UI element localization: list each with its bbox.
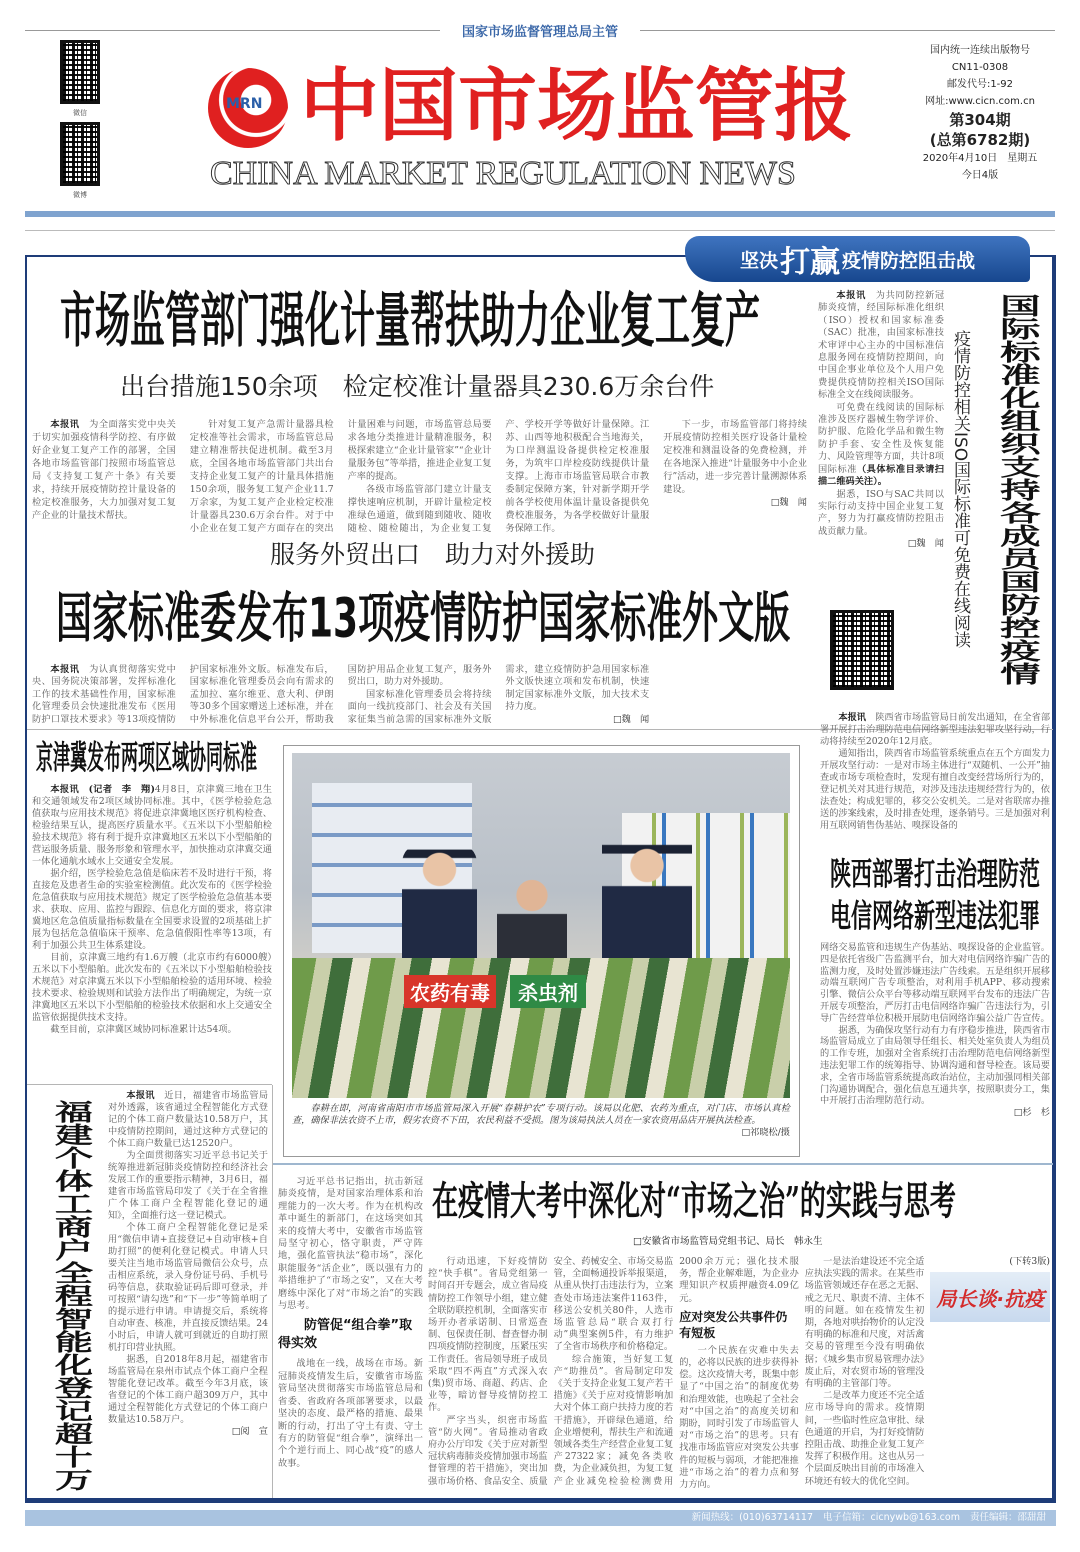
story3-byline: □魏 闻 [907,538,944,550]
contact-email: 电子信箱：cicnywb@163.com [823,1512,960,1523]
website: 网址:www.cicn.com.cn [925,96,1035,107]
cn-number: CN11-0308 [951,62,1009,73]
story3-para3: 据悉，ISO与SAC共同以实际行动支持中国企业复工复产，努力为打赢疫情防控阻击战贡献力量。 [818,488,944,537]
story7-para4: 综合施策，当好复工复产“助推员”。省局制定印发《关于支持企业复工复产若干措施》《关于应对疫情影响加大对个体工商户扶持力度的若干措施》，开辟绿色通道，给企业增便利，帮扶生产和流通领域各类生产经营企业复工复产27322家；减免各类收费，为企业减负担，为复工复产企业减免检验检测费用2000余万元；强化技术服务，帮企业解难题，为企业办理知识产权质押融资4.09亿元。 [553,1256,799,1487]
vertical-divider [272,1085,273,1498]
story2-subhead: 服务外贸出口 助力对外援助 [270,540,596,569]
masthead-gray-rule [25,230,1055,231]
story7-subhead1: 防管促“组合拳”取得实效 [278,1318,413,1352]
story1-body [32,418,807,536]
story2-para2: 国家标准化管理委员会将持续面向一线抗疫部门、社会及有关国家征集当前急需的国家标准外文版需求，建立疫情防护急用国家标准外文版快速立项和发布机制，快速制定国家标准外文版，加大技术支持力度。 [347,664,650,725]
news-photo [292,753,790,1098]
left-divider [27,1084,272,1085]
story3-lead: 本报讯 [836,290,866,301]
photo-caption-block [292,1103,790,1139]
weibo-qr-code[interactable] [60,122,100,186]
banner-big: 打赢 [780,245,840,280]
iso-standards-qr-code[interactable] [830,610,894,690]
story1-para4: 下一步，市场监管部门将持续开展疫情防控相关医疗设备计量检定校准和测温设备的免费检测，并在各地深入推进“计量服务中小企业行”活动，进一步完善计量溯源体系建设。 [663,419,807,495]
story4-para2: 据介绍，医学检验危急值是临床若不及时进行干预，将直接危及患者生命的实验室检测值。此次发布的《医学检验危急值获取与应用技术规范》规定了医学检验危急值基本要求、获取、应用、监控与跟踪、信息化方面的要求，将京津冀地区危急值质量指标数量在全国要求设置的2项基础上扩展为包括危急值临床干预率、危急值假阳性率等13项，有利于加强公共卫生体系建设。 [32,868,272,951]
postal-code: 邮发代号:1-92 [946,79,1014,90]
story4-lead: 本报讯 (记者 李 翔) [50,784,155,795]
story6-body [108,1090,268,1438]
story5-headline-line2: 电信网络新型违法犯罪 [830,896,1040,934]
story1-byline: □魏 闻 [770,497,807,508]
story4-headline: 京津冀发布两项区域协同标准 [36,740,257,779]
story5-body-bottom [820,942,1050,1119]
campaign-banner [685,236,1030,282]
story2-headline: 国家标准委发布13项疫情防护国家标准外文版 [56,588,791,650]
story3-para1: 为共同防控新冠肺炎疫情，经国际标准化组织（ISO）授权和国家标准委（SAC）批准，由国家标准技术审评中心主办的中国标准信息服务网在疫情防控期间，向中国企事业单位及个人用户免费提供疫情防控相关ISO国际标准全文在线阅读服务。 [818,290,945,401]
wechat-qr-label: 微信 [73,109,87,117]
story7-headline: 在疫情大考中深化对“市场之治”的实践与思考 [432,1180,956,1225]
story1-lead: 本报讯 [50,419,80,430]
shopkeeper [497,873,567,963]
story7-left-column [278,1176,423,1470]
story7-para3: 严字当头，织密市场监管“防火网”。省局推动省政府办公厅印发《关于应对新型冠状病毒肺炎疫情加强市场监督管理的若干措施》，突出加强市场价格、食品安全、质量安全、药械安全、市场交易监管，全面畅通投诉举报渠道，从重从快打击违法行为，立案查处市场违法案件1163件，移送公安机关80件，人选市场监管总局“联合双打行动”典型案例5件，有力维护了全省市场秩序和价格稳定。 [428,1256,674,1487]
story5-headline-line1: 陕西部署打击治理防范 [830,854,1040,892]
story7-para1: 战地在一线，战场在市场。新冠肺炎疫情发生后，安徽省市场监管局坚决贯彻落实市场监管总局和省委、省政府各项部署要求，以最坚决的态度、最严格的措施、最果断的行动，打出了守土有责、守土有方的防管促“组合拳”，演绎出一个个逆行而上、同心战“疫”的感人故事。 [278,1358,423,1469]
insecticide-sign: 杀虫剂 [510,975,586,1008]
issue-info [900,42,1060,184]
masthead-blue-bar [25,211,1055,217]
story5-para1: 陕西省市场监管局日前发出通知，在全省部署开展打击治理防范电信网络新型违法犯罪攻坚行动，行动将持续至2020年12月底。 [820,712,1051,747]
story2-para1: 为认真贯彻落实党中央、国务院决策部署，发挥标准化工作的技术基础性作用，国家标准化管理委员会快速批准发布《医用防护口罩技术要求》等13项疫情防护国家标准外文版。标准发布后，国家标准化管理委员会向有需求的孟加拉、塞尔维亚、意大利、伊朗等30多个国家赠送上述标准，并在中外标准化信息平台公开，帮助我国防护用品企业复工复产，服务外贸出口，助力对外援助。 [32,664,492,725]
story4-para1: 4月8日，京津冀三地在卫生和交通领域发布2项区域协同标准。其中，《医学检验危急值获取与应用技术规范》将促进京津冀地区医疗机构检查、检验结果互认，提高医疗质量水平。《五米以下小型船舶检验技术规范》将有利于提升京津冀地区五米以下小型船舶的营运服务质量、服务形象和管理水平，加快推动京津冀交通一体化通航水域水上交通安全发展。 [32,784,272,867]
story5-para4: 据悉，为确保攻坚行动有力有序稳步推进，陕西省市场监管局成立了由局领导任组长、相关处室负责人为组员的工作专班，加强对全省系统打击治理防范电信网络新型违法犯罪工作的统筹指导、协调沟通和督导检查。该局要求，全省市场监管系统提高政治站位，主动加强同相关部门沟通协调配合，强化信息互通共享，按照职责分工，集中开展打击治理防范行动。 [820,1024,1050,1107]
newspaper-title: 中国市场监管报 [300,60,853,152]
story7-author: □安徽省市场监管局党组书记、局长 韩永生 [633,1236,823,1247]
story1-para3: 各级市场监管部门建立计量支撑快速响应机制，开辟计量检定校准绿色通道，做到随到随收、随收随检、随检随出，为企业复工复产、学校开学等做好计量保障。江苏、山西等地积极配合当地海关，为口岸测温设备提供检定校准服务，为筑牢口岸检疫防线提供计量支撑。上海市市场监管局联合市教委制定保障方案，针对新学期开学前各学校使用体温计量设备提供免费校准服务，为各学校做好计量服务保障工作。 [347,419,650,534]
bottom-divider [272,1163,1053,1165]
story6-lead: 本报讯 [126,1090,155,1101]
story7-para6: 一是法治建设还不完全适应执法实践的需求。在某些市场监管领域还存在恶之无据、戒之无尺、职责不清、主体不明的问题。如在疫情发生初期，各地对哄抬物价的认定没有明确的标准和尺度，对活禽交易的管理至今没有明确依据；《城乡集市贸易管理办法》废止后，对农贸市场的管理没有明确的主管部门等。 [804,1256,925,1390]
officer-left [402,843,477,963]
story4-body [32,784,272,1036]
story7-para2: 行动迅速，下好疫情防控“快手棋”。省局党组第一时间召开专题会，成立省局疫情防控工作领导小组，建立健全联防联控机制，全面落实市场开办者承诺制、日常巡查制、包保责任制、督查督办制四项疫情防控制度，压紧压实工作责任。省局领导班子成员采取“四不两直”方式深入农(集)贸市场、商超、药店、企业等，暗访督导疫情防控工作。 [428,1256,548,1414]
story5-byline: □杉 杉 [1013,1107,1050,1119]
newspaper-english-title: CHINA MARKET REGULATION NEWS [210,155,796,192]
wechat-qr-code[interactable] [60,40,100,104]
page-count: 今日4版 [961,170,999,181]
story6-headline: 福建个体工商户全程智能化登记超十万 [48,1100,93,1491]
story6-para3: 个体工商户全程智能化登记是采用“微信申请+直接登记+自动审核+自助打照”的便利化登记模式。申请人只要关注当地市场监管局微信公众号，点击相应系统，录入身份证号码、手机号码等信息，获取验证码后即可登录，并可按照“请勾选”和“下一步”等简单明了的提示进行申请。申请提交后，系统将自动审查、核准，并直接反馈结果。24小时后，申请人就可到就近的自助打照机打印营业执照。 [108,1222,268,1353]
story2-body [32,664,807,727]
story3-headline: 国际标准化组织支持各成员国防控疫情 [993,294,1041,685]
story7-subhead2: 应对突发公共事件仍有短板 [679,1309,788,1340]
story6-para4: 据悉，自2018年8月起，福建省市场监管局在泉州市试点个体工商户全程智能化登记改革。截至今年3月底，该省登记的个体工商户超309万户，其中通过全程智能化方式登记的个体工商户数量达10.58万户。 [108,1354,268,1425]
photo-credit: □祁晓松/摄 [741,1127,790,1138]
story7-columns [428,1256,1050,1494]
story3-subhead: 疫情防控相关ISO国际标准可免费在线阅读 [950,330,970,649]
banner-post: 疫情防控阻击战 [842,249,976,272]
total-issue-number: (总第6782期) [929,131,1031,149]
story4-para4: 截至目前，京津冀区域协同标准累计达54项。 [50,1024,237,1035]
story5-para2: 通知指出，陕西省市场监管系统重点在五个方面发力开展攻坚行动：一是对市场主体进行“双随机、一公开”抽查或市场专项检查时，发现有擅自改变经营场所行为的，登记机关对其进行规范，对涉及违法违规经营行为的，依法查处；构成犯罪的，移交公安机关。二是对省联席办推送的涉案线索，及时排查处理，逐条销号。三是加强对利用互联网销售伪基站、嗅探设备的 [820,748,1050,831]
story5-lead: 本报讯 [838,712,866,723]
newspaper-logo [208,68,288,148]
story3-bold-note: （具体标准目录请扫描二维码关注）。 [818,463,944,488]
story1-headline: 市场监管部门强化计量帮扶助力企业复工复产 [60,288,761,357]
issue-number: 第304期 [949,111,1011,129]
story6-para2: 为全面贯彻落实习近平总书记关于统筹推进新冠肺炎疫情防控和经济社会发展工作的重要指示精神，3月6日，福建省市场监管局印发了《关于在全省推广个体工商户全程智能化登记的通知》，全面推行这一登记模式。 [108,1150,268,1221]
photo-caption: 春耕在即，河南省南阳市市场监管局深入开展“春耕护农”专项行动。该局以化肥、农药为重点，对门店、市场认真检查，确保非法农资不上市，假劣农资不下田，农民利益不受损。图为该局执法人员在一家农资用品店开展执法检查。 [292,1103,790,1126]
story7-continued: (下转3版) [1009,1256,1050,1267]
story7-para7: 二是改革力度还不完全适应市场导向的需求。疫情期间，一些临时性应急审批、绿色通道的开启，为打好疫情防控阻击战、助推企业复工复产发挥了积极作用。这也从另一个层面反映出目前的市场准入环境还有较大的优化空间。 [804,1390,925,1487]
story1-para1: 为全面落实党中央关于切实加强疫情科学防控、有序做好企业复工复产工作的部署，全国各地市场监管部门按照市场监管总局《支持复工复产十条》有关要求，持续开展疫情防控计量设备的检定校准服务，大力加强对复工复产企业的计量技术帮扶。 [32,419,176,521]
story7-para5: 一个民族在灾难中失去的，必将以民族的进步获得补偿。这次疫情大考，既集中彰显了“中国之治”的制度优势和治理效能，也唤起了全社会对“中国之治”的高度关切和期盼，同时引发了市场监管人对“市场之治”的思考。只有找准市场监管应对突发公共事件的短板与弱项，才能把准推进“市场之治”的着力点和努力方向。 [679,1344,799,1491]
banner-pre: 坚决 [739,249,778,272]
footer-bar [25,1510,1056,1526]
story1-subhead: 出台措施150余项 检定校准计量器具230.6万余台件 [120,372,715,401]
story7-intro: 习近平总书记指出，抗击新冠肺炎疫情，是对国家治理体系和治理能力的一次大考。作为在机构改革中诞生的新部门，在这场突如其来的疫情大考中，安徽省市场监管局坚守初心，恪守职责，严守阵地，强化监管执法“稳市场”，深化职能服务“活企业”，既以强有力的举措维护了“市场之安”，又在大考磨练中深化了对“市场之治”的实践与思考。 [278,1176,423,1312]
responsible-editor: 责任编辑：邵甜甜 [969,1512,1046,1523]
issue-date: 2020年4月10日 星期五 [922,153,1038,164]
column-badge: 局长谈·抗疫 [930,1272,1050,1322]
officer-right [602,838,692,963]
story3-body [818,290,944,551]
weibo-qr-label: 微博 [73,191,87,199]
pesticide-sign: 农药有毒 [404,975,496,1008]
story2-lead: 本报讯 [50,664,80,675]
logo-letters: MRN [226,96,263,112]
story5-body-top [820,712,1050,832]
story6-byline: □阅 宣 [231,1426,268,1437]
story5-para3: 网络交易监管和违规生产伪基站、嗅探设备的企业监管。四是依托省级广告监测平台，加大对电信网络诈骗广告的监测力度，及时处置涉嫌违法广告线索。五是组织开展移动端互联网广告专项整治，对利用手机APP、移动搜索引擎、微信公众平台等移动端互联网平台发布的违法广告开展专项整治，严厉打击电信网络诈骗广告违法行为，引导广告经营单位积极开展防电信网络诈骗公益广告宣传。 [820,942,1050,1024]
story1-para2: 针对复工复产急需计量器具检定校准等社会需求，市场监管总局建立精准帮扶促进机制。截至3月底，全国各地市场监管部门共出台支持企业复工复产的计量具体措施150余项，服务复工复产企业11.7万余家，为复工复产企业检定校准计量器具230.6万余台件。对于中小企业在复工复产方面存在的突出计量困难与问题，市场监管总局要求各地分类推进计量精准服务，积极探索建立“企业计量管家”“企业计量服务包”等举措，推进企业复工复产率的提高。 [189,419,492,534]
story6-para1: 近日，福建省市场监管局对外透露，该省通过全程智能化方式登记的个体工商户数量达10.58万户，其中疫情防控期间，通过这种方式登记的个体工商户数量已达12520户。 [108,1090,269,1149]
story2-byline: □魏 闻 [612,713,650,725]
story3-para2: 可免费在线阅读的国际标准涉及医疗器械生物学评价、防护服、危险化学品和微生物防护手套、安全性及恢复能力、风险管理等方面，共计8项国际标准 [818,401,944,475]
story4-para3: 目前，京津冀三地约有1.6万艘（北京市约有6000艘）五米以下小型船舶。此次发布的《五米以下小型船舶检验技术规范》对京津冀五米以下小型船舶检验的适用环境、检验技术要求、检验规则和试验方法作出了明确规定，为统一京津冀地区五米以下小型船舶的检验技术依据和水上交通安全监管依据提供技术支持。 [32,952,272,1023]
news-hotline: 新闻热线：(010)63714117 [691,1512,813,1523]
supervisor-label: 国家市场监督管理总局主管 [440,21,640,40]
serial-number-label: 国内统一连续出版物号 [930,45,1030,56]
